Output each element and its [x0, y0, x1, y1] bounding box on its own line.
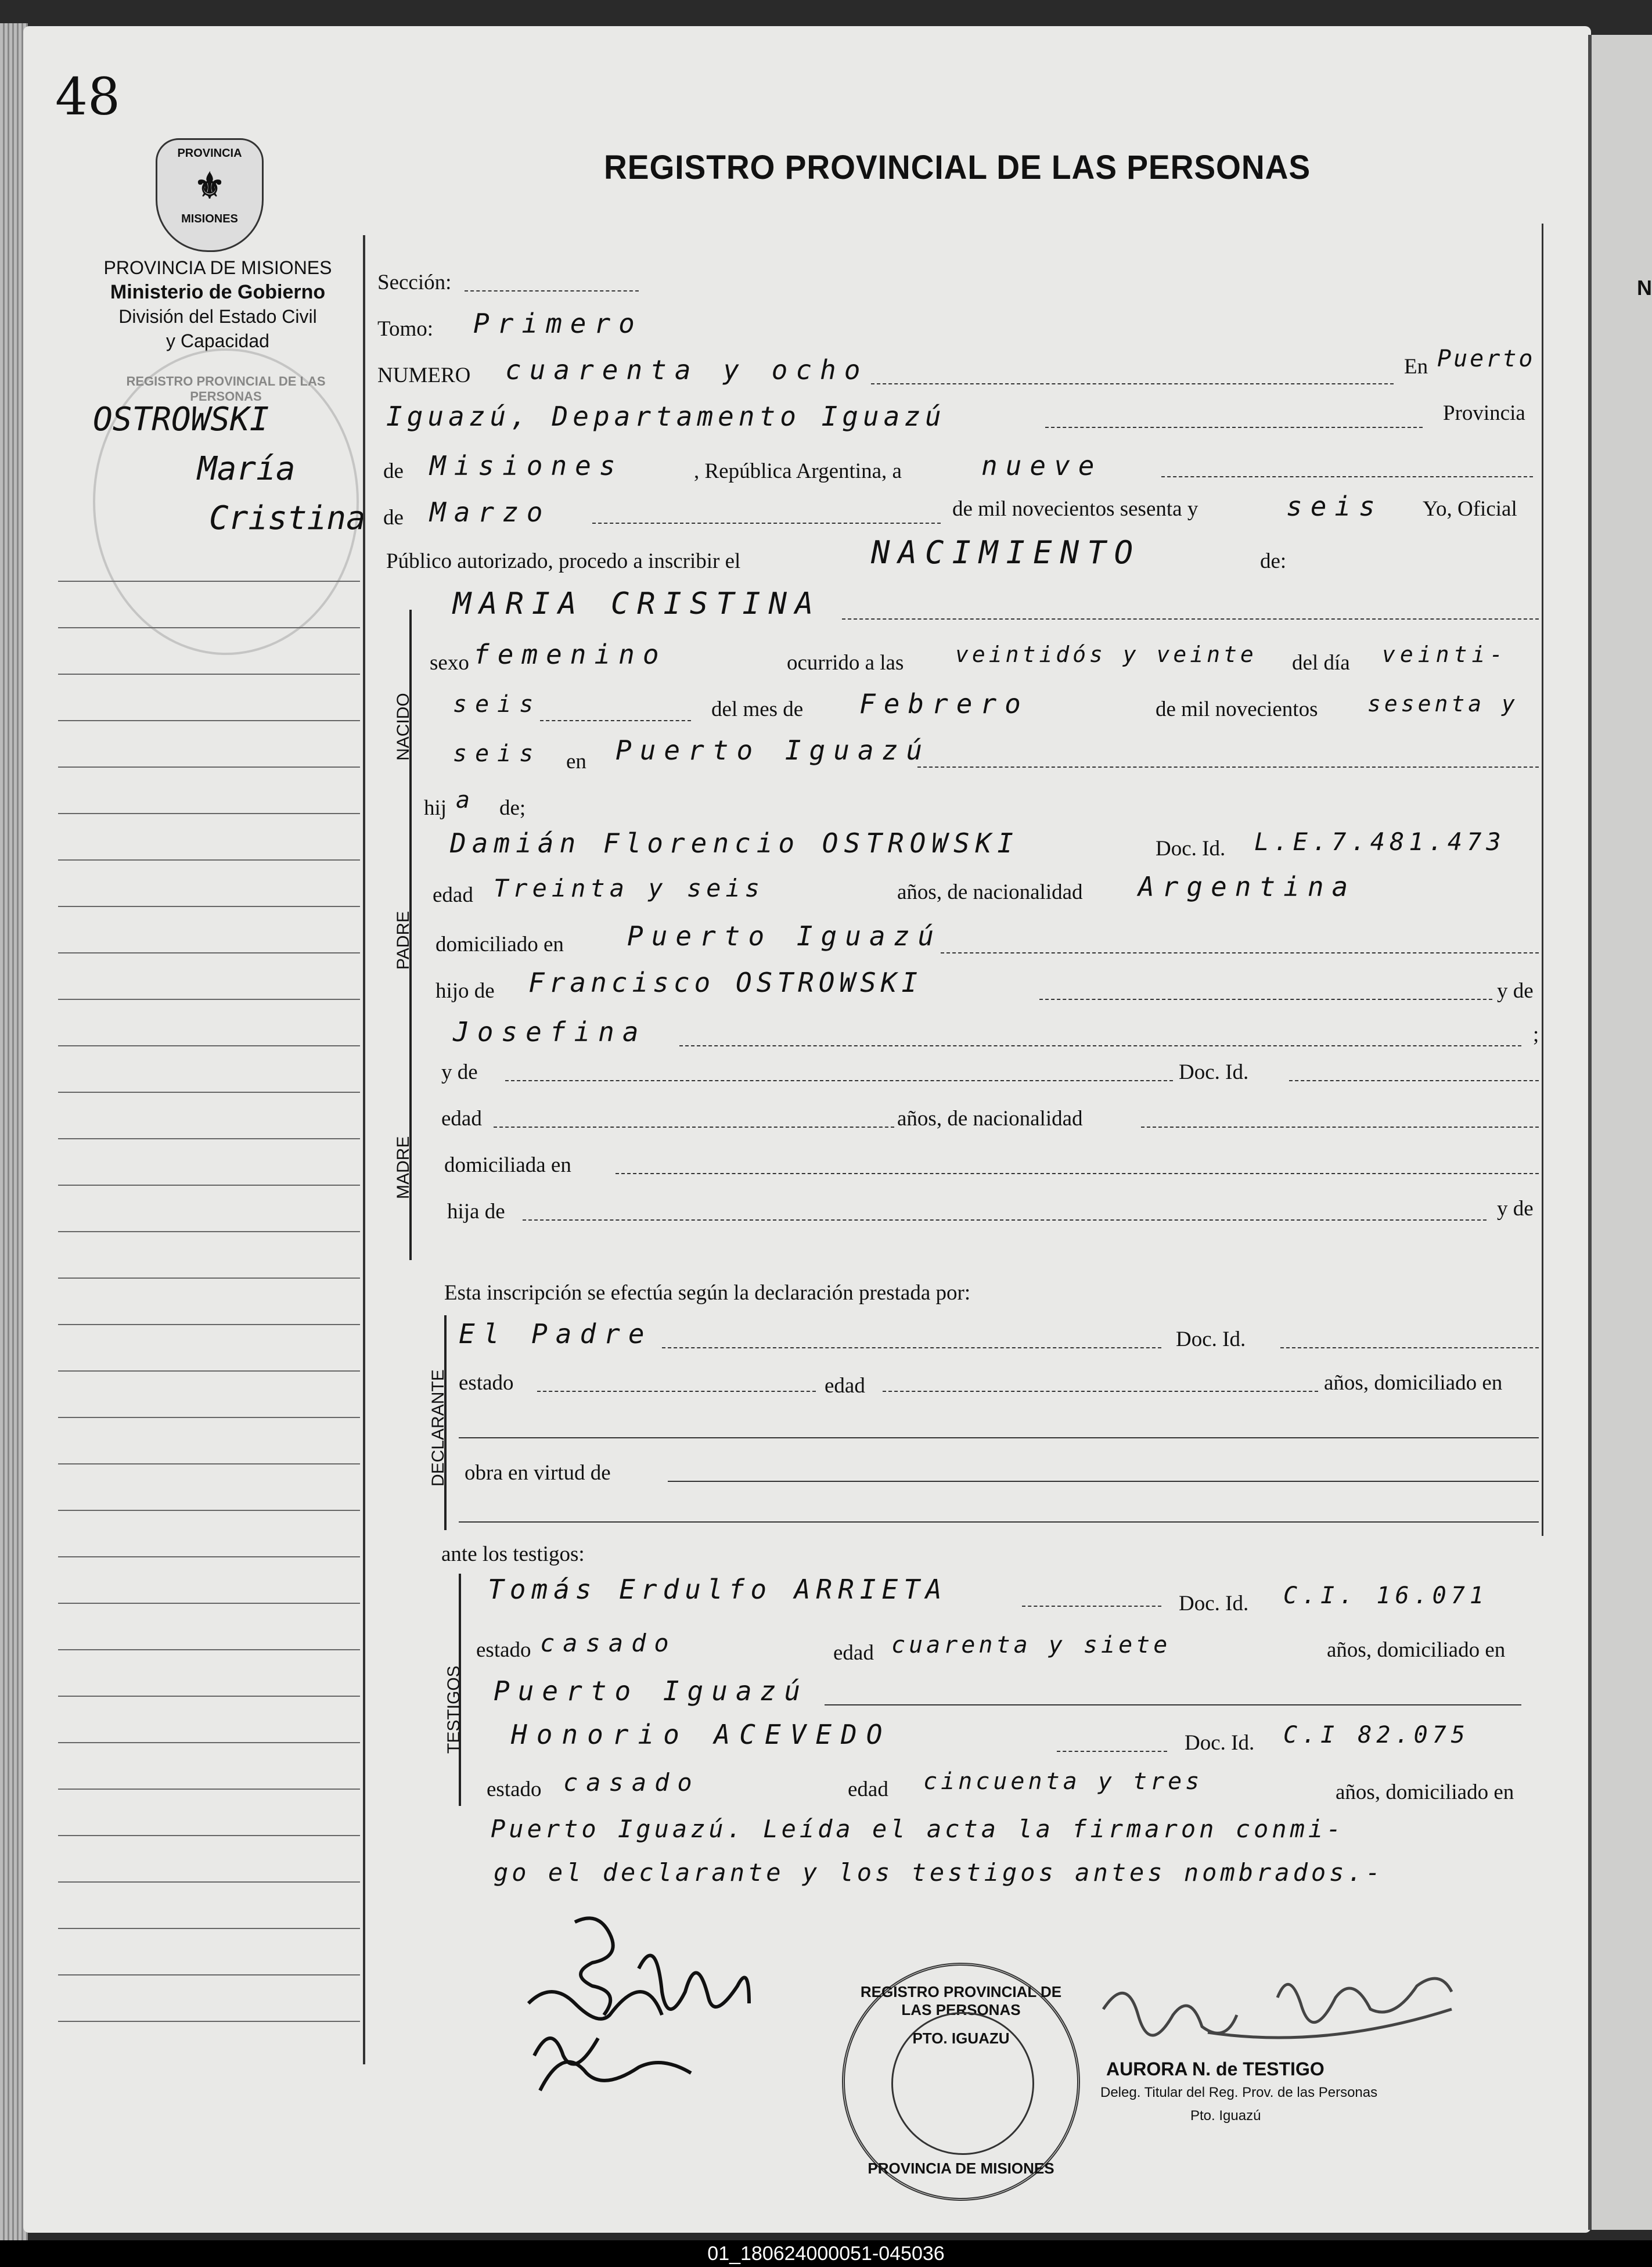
margin-divider	[363, 235, 365, 2064]
padre-edad-label: edad	[433, 883, 473, 907]
office-line3: División del Estado Civil	[118, 306, 317, 327]
hijo-label: hij	[424, 796, 447, 820]
numero-value: cuarenta y ocho	[505, 354, 869, 386]
declarante-estado-label: estado	[459, 1371, 514, 1395]
registry-stamp	[842, 1963, 1080, 2201]
margin-surname: OSTROWSKI	[93, 401, 269, 438]
margin-rule	[58, 2021, 360, 2022]
place-line	[1045, 427, 1423, 428]
padre-y-de-label: y de	[1497, 979, 1534, 1003]
declarante-doc-label: Doc. Id.	[1176, 1327, 1246, 1351]
testigos-intro: ante los testigos:	[441, 1542, 585, 1566]
dia-value: veinti-	[1382, 642, 1508, 667]
mes-value: Febrero	[859, 688, 1029, 719]
margin-rule	[58, 1370, 360, 1372]
t1-estado-value: casado	[540, 1629, 677, 1657]
office-block	[75, 256, 360, 353]
margin-rule	[58, 1463, 360, 1464]
seccion-line	[465, 290, 639, 292]
seal-bottom-text: MISIONES	[181, 213, 238, 225]
signatures-left-icon	[494, 1905, 842, 2102]
mes-label: del mes de	[711, 697, 804, 721]
madre-doc-line	[1289, 1080, 1539, 1081]
anio-value2: seis	[453, 740, 542, 767]
declarante-edad-line	[883, 1391, 1318, 1392]
numero-line	[871, 383, 1394, 384]
margin-rule	[58, 1742, 360, 1743]
de2-label: de:	[1260, 549, 1287, 573]
padre-hijo-label: hijo de	[436, 979, 495, 1003]
t1-doc-label: Doc. Id.	[1179, 1592, 1249, 1615]
hijo-value: a	[456, 787, 478, 814]
margin-rule	[58, 1603, 360, 1604]
padre-label: PADRE	[394, 911, 413, 970]
nacido-en-line	[917, 767, 1539, 768]
anio-value: sesenta y	[1367, 691, 1518, 717]
margin-rule	[58, 1092, 360, 1093]
madre-edad-label: edad	[441, 1107, 482, 1131]
nacido-name-line	[842, 618, 1539, 620]
margin-rule	[58, 627, 360, 628]
margin-rule	[58, 1881, 360, 1883]
declarante-obra-line2	[459, 1521, 1539, 1523]
t1-edad-value: cuarenta y siete	[891, 1632, 1171, 1658]
t1-name: Tomás Erdulfo ARRIETA	[488, 1574, 948, 1605]
adjacent-page: N	[1588, 35, 1652, 2230]
madre-label: MADRE	[394, 1136, 413, 1199]
margin-rule	[58, 999, 360, 1000]
republica-label: , República Argentina, a	[694, 459, 902, 483]
t1-anios-label: años, domiciliado en	[1327, 1638, 1506, 1662]
margin-rule	[58, 1324, 360, 1325]
t1-dom-value: Puerto Iguazú	[494, 1675, 809, 1707]
t1-doc-value: C.I. 16.071	[1283, 1582, 1488, 1609]
faded-stamp: REGISTRO PROVINCIAL DE LAS PERSONAS	[93, 348, 359, 655]
province-seal-icon: PROVINCIA ⚜ MISIONES	[156, 138, 264, 252]
t1-dom-line	[825, 1704, 1521, 1705]
t2-estado-label: estado	[487, 1777, 542, 1801]
margin-rule	[58, 1185, 360, 1186]
place-value: Iguazú, Departamento Iguazú	[386, 401, 946, 432]
t2-edad-label: edad	[848, 1777, 888, 1801]
padre-edad-value: Treinta y seis	[494, 874, 765, 902]
official-name: AURORA N. de TESTIGO	[1106, 2059, 1325, 2079]
month-line	[592, 523, 941, 524]
declarante-anios-label: años, domiciliado en	[1324, 1371, 1503, 1395]
padre-semicolon: ;	[1533, 1023, 1539, 1046]
margin-rule	[58, 1556, 360, 1557]
madre-hija-label: hija de	[447, 1200, 505, 1224]
padre-hijo-line	[1039, 999, 1492, 1000]
padre-domicilio-label: domiciliado en	[436, 933, 564, 956]
year-value: seis	[1286, 491, 1383, 522]
t1-name-line	[1022, 1606, 1161, 1607]
nacido-label: NACIDO	[394, 693, 413, 761]
sexo-label: sexo	[430, 651, 469, 675]
declarante-label: DECLARANTE	[429, 1369, 448, 1487]
madre-domicilio-line	[616, 1173, 1539, 1174]
stamp-mid-text: PTO. IGUAZU	[912, 2029, 1010, 2047]
madre-edad-line	[494, 1127, 894, 1128]
testigos-label: TESTIGOS	[444, 1665, 463, 1754]
sexo-value: femenino	[473, 639, 667, 670]
dia-value2: seis	[453, 691, 542, 718]
stamp-top-text: REGISTRO PROVINCIAL DE LAS PERSONAS	[860, 1983, 1062, 2018]
padre-domicilio-value: Puerto Iguazú	[627, 920, 942, 952]
nacido-en-value: Puerto Iguazú	[616, 735, 931, 766]
madre-anios-label: años, de nacionalidad	[897, 1107, 1083, 1131]
declarante-obra-label: obra en virtud de	[465, 1461, 611, 1485]
declarante-edad-label: edad	[825, 1374, 865, 1398]
office-line4: y Capacidad	[166, 330, 269, 351]
padre-name: Damián Florencio OSTROWSKI	[450, 827, 1020, 859]
padre-nac-value: Argentina	[1138, 871, 1356, 902]
ocurrido-label: ocurrido a las	[787, 651, 904, 675]
month-value: Marzo	[430, 496, 551, 528]
t2-name-line	[1057, 1751, 1167, 1752]
hora-value: veintidós y veinte	[955, 642, 1257, 667]
t2-doc-value: C.I 82.075	[1283, 1722, 1470, 1748]
margin-rule	[58, 1835, 360, 1836]
madre-domicilio-label: domiciliada en	[444, 1153, 571, 1177]
margin-first-name: María	[197, 450, 296, 488]
margin-rule	[58, 1417, 360, 1418]
declarante-domicilio-line	[459, 1437, 1539, 1438]
margin-rule	[58, 1789, 360, 1790]
closing-line2: go el declarante y los testigos antes nombrados.-	[494, 1858, 1384, 1887]
t2-anios-label: años, domiciliado en	[1336, 1780, 1514, 1804]
year-label: de mil novecientos sesenta y	[952, 497, 1198, 521]
seccion-label: Sección:	[377, 271, 452, 294]
anio-label: de mil novecientos	[1156, 697, 1318, 721]
del-dia-label: del día	[1292, 651, 1350, 675]
margin-rule	[58, 674, 360, 675]
margin-rule	[58, 1696, 360, 1697]
declarante-name-line	[662, 1347, 1161, 1348]
official-role: Deleg. Titular del Reg. Prov. de las Personas	[1100, 2085, 1378, 2100]
en-value: Puerto	[1437, 346, 1535, 372]
day-line	[1161, 476, 1533, 477]
madre-nac-line	[1141, 1127, 1539, 1128]
padre-doc-label: Doc. Id.	[1156, 837, 1226, 861]
madre-doc-label: Doc. Id.	[1179, 1060, 1249, 1084]
nacido-en-label: en	[566, 750, 586, 773]
madre-name-line	[505, 1080, 1173, 1081]
office-line1: PROVINCIA DE MISIONES	[103, 257, 332, 278]
tomo-label: Tomo:	[377, 317, 434, 341]
document-title: REGISTRO PROVINCIAL DE LAS PERSONAS	[604, 149, 1311, 186]
right-border	[1542, 224, 1543, 1536]
margin-rule	[58, 1649, 360, 1650]
de-label: de	[383, 459, 404, 483]
declarante-intro: Esta inscripción se efectúa según la declaración prestada por:	[444, 1281, 971, 1305]
padre-madre-value: Josefina	[453, 1016, 647, 1048]
en-label: En	[1404, 355, 1428, 379]
publico-label: Público autorizado, procedo a inscribir el	[386, 549, 741, 573]
month-label: de	[383, 506, 404, 530]
margin-rule	[58, 813, 360, 814]
margin-rule	[58, 1138, 360, 1139]
hijo-de-label: de;	[499, 796, 526, 820]
office-line2: Ministerio de Gobierno	[110, 281, 326, 303]
seal-top-text: PROVINCIA	[177, 147, 242, 160]
official-place: Pto. Iguazú	[1190, 2108, 1261, 2124]
margin-rule	[58, 1510, 360, 1511]
day-value: nueve	[981, 450, 1103, 481]
declarante-name: El Padre	[459, 1318, 653, 1350]
image-caption: 01_180624000051-045036	[0, 2240, 1652, 2267]
numero-label: NUMERO	[377, 364, 471, 387]
margin-rule	[58, 1278, 360, 1279]
margin-rule	[58, 767, 360, 768]
padre-anios-label: años, de nacionalidad	[897, 880, 1083, 904]
madre-y-de2-label: y de	[1497, 1197, 1534, 1221]
declarante-doc-line	[1280, 1347, 1539, 1348]
declarante-obra-line	[668, 1481, 1539, 1482]
t1-edad-label: edad	[833, 1641, 874, 1665]
provincia-label: Provincia	[1443, 401, 1525, 425]
padre-madre-line	[679, 1045, 1521, 1046]
nacido-name: MARIA CRISTINA	[453, 586, 822, 621]
margin-rule	[58, 1045, 360, 1046]
t2-doc-label: Doc. Id.	[1185, 1731, 1255, 1755]
padre-doc-value: L.E.7.481.473	[1254, 827, 1506, 856]
oficial-label: Yo, Oficial	[1423, 497, 1517, 521]
madre-y-de-label: y de	[441, 1060, 478, 1084]
madre-hija-line	[523, 1219, 1487, 1221]
t2-estado-value: casado	[563, 1768, 700, 1797]
de-value: Misiones	[430, 450, 624, 481]
margin-rule	[58, 859, 360, 861]
dia-line	[540, 720, 691, 721]
margin-rule	[58, 720, 360, 721]
margin-rule	[58, 581, 360, 582]
act-value: NACIMIENTO	[871, 534, 1142, 571]
margin-rule	[58, 1231, 360, 1232]
tomo-value: Primero	[473, 308, 643, 339]
margin-rule	[58, 1928, 360, 1929]
t2-edad-value: cincuenta y tres	[923, 1768, 1203, 1795]
padre-hijo-value: Francisco OSTROWSKI	[528, 967, 923, 998]
stamp-bottom-text: PROVINCIA DE MISIONES	[868, 2160, 1054, 2177]
closing-line1: Puerto Iguazú. Leída el acta la firmaron conmi-	[491, 1815, 1345, 1843]
declarante-estado-line	[537, 1391, 816, 1392]
margin-rule	[58, 1974, 360, 1975]
margin-second-name: Cristina	[209, 499, 366, 537]
page-number: 48	[55, 67, 120, 127]
t1-estado-label: estado	[476, 1638, 531, 1662]
padre-domicilio-line	[941, 952, 1539, 953]
margin-rule	[58, 906, 360, 907]
margin-rule	[58, 952, 360, 953]
t2-name: Honorio ACEVEDO	[511, 1719, 892, 1750]
